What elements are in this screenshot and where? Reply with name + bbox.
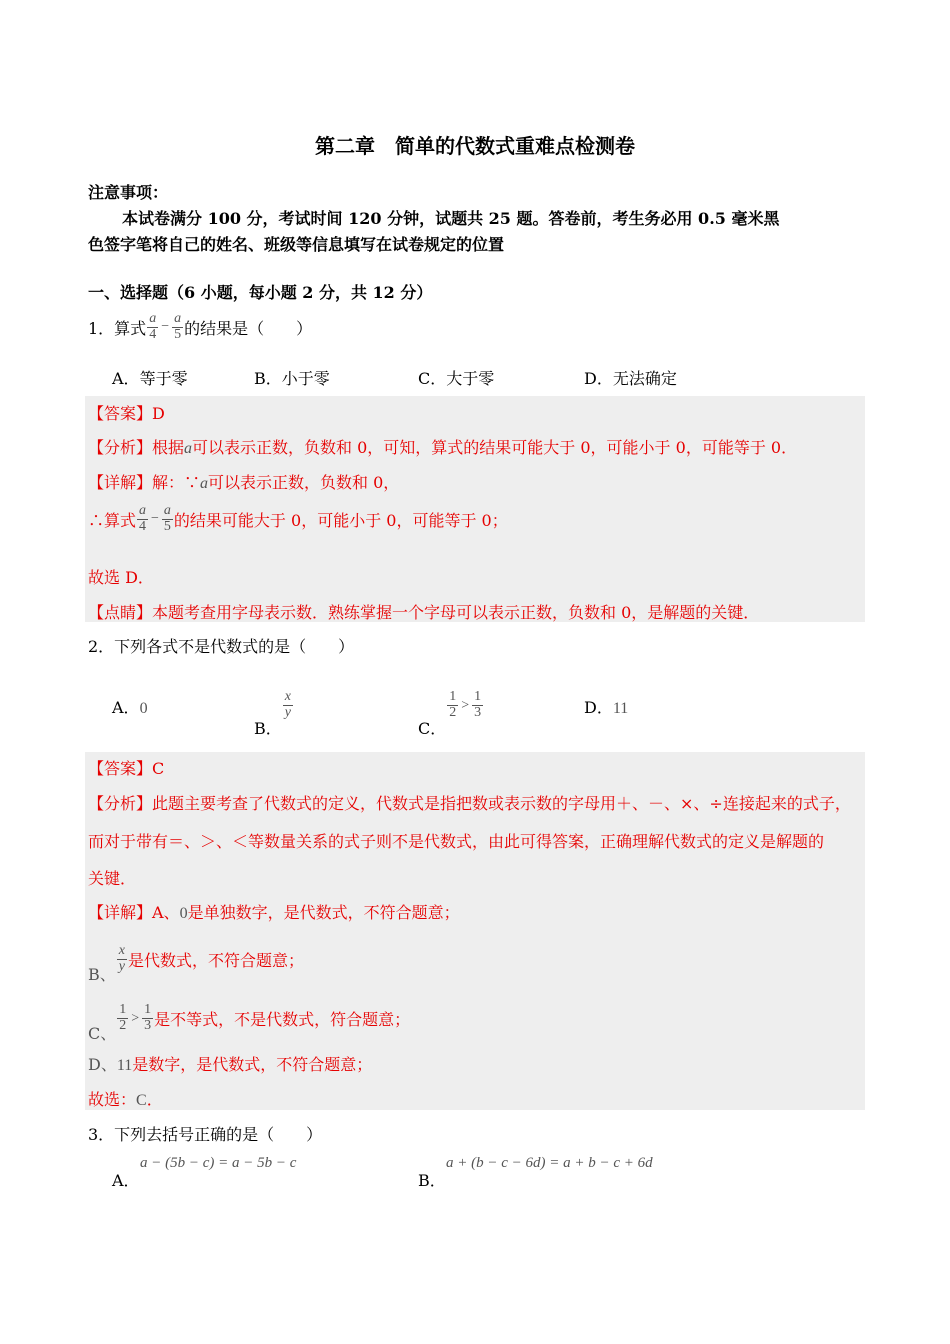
q2-answer: 【答案】C — [88, 759, 165, 778]
greater-than-sign: > — [131, 1010, 140, 1026]
fraction-a-over-4: $\frac{a}{4}$ — [149, 311, 157, 342]
q2-analysis-line-1: 【分析】此题主要考查了代数式的定义，代数式是指把数或表示数的字母用＋、－、×、÷连接起来的式子， — [88, 794, 851, 813]
page-title: 第二章 简单的代数式重难点检测卷 — [315, 134, 635, 158]
section-heading-choice: 一、选择题（6 小题，每小题 2 分，共 12 分） — [88, 283, 433, 302]
q1-analysis: 【分析】根据a可以表示正数，负数和 0，可知，算式的结果可能大于 0，可能小于 0，可能等于 0． — [88, 438, 798, 457]
q1-detail: 【详解】解：∵a可以表示正数，负数和 0， — [88, 473, 400, 492]
q2-option-c: C． $\frac{1}{2}$ > $\frac{1}{3}$ — [418, 689, 482, 738]
q2-option-a: A．0 — [112, 698, 148, 717]
minus-sign: − — [151, 511, 159, 527]
q1-option-a: A．等于零 — [112, 369, 188, 388]
q1-therefore: ∴算式 $\frac{a}{4}$ − $\frac{a}{5}$ 的结果可能大于 0，可能小于 0，可能等于 0； — [88, 503, 508, 534]
fraction-one-half: $\frac{1}{2}$ — [449, 689, 457, 720]
q1-answer: 【答案】D — [88, 404, 165, 423]
question-2-stem: 2．下列各式不是代数式的是（ ） — [88, 637, 355, 656]
question-1-stem — [88, 312, 312, 342]
q2-detail-a: 【详解】A、0是单独数字，是代数式，不符合题意； — [88, 903, 460, 922]
q1-option-d: D．无法确定 — [584, 369, 677, 388]
q3-option-a-label: A． — [112, 1171, 140, 1190]
minus-sign: − — [161, 319, 170, 335]
q2-analysis-line-3: 关键． — [88, 869, 137, 888]
q1-choose: 故选 D． — [88, 568, 154, 587]
fraction-a-over-4: $\frac{a}{4}$ — [139, 503, 147, 534]
q1-prefix: 1．算式 — [88, 318, 147, 338]
q3-option-b-expression: a + (b − c − 6d) = a + b − c + 6d — [446, 1155, 653, 1171]
greater-than-sign: > — [461, 697, 470, 713]
q2-option-d: D．11 — [584, 698, 629, 717]
question-3-stem: 3．下列去括号正确的是（ ） — [88, 1125, 323, 1144]
fraction-x-over-y: $\frac{x}{y}$ — [118, 943, 125, 974]
fraction-one-third: $\frac{1}{3}$ — [144, 1002, 152, 1033]
notice-heading: 注意事项： — [88, 183, 169, 202]
q2-option-b: B． $\frac{x}{y}$ — [254, 689, 291, 738]
notice-line-1: 本试卷满分 100 分，考试时间 120 分钟，试题共 25 题。答卷前，考生务必用 0.5 毫米黑 — [122, 209, 780, 228]
q1-suffix: 的结果是（ ） — [184, 318, 313, 338]
fraction-a-over-5: $\frac{a}{5}$ — [174, 311, 182, 342]
q1-option-b: B．小于零 — [254, 369, 330, 388]
notice-line-2: 色签字笔将自己的姓名、班级等信息填写在试卷规定的位置 — [88, 235, 505, 254]
q1-option-c: C．大于零 — [418, 369, 495, 388]
q3-option-a-expression: a − (5b − c) = a − 5b − c — [140, 1155, 297, 1171]
fraction-one-half: $\frac{1}{2}$ — [119, 1002, 127, 1033]
q2-choose: 故选：C． — [88, 1090, 163, 1109]
fraction-x-over-y: $\frac{x}{y}$ — [284, 689, 291, 720]
q2-detail-c: C、 $\frac{1}{2}$ > $\frac{1}{3}$ 是不等式，不是代数式，符合题意； — [88, 1002, 411, 1043]
q2-detail-d: D、11是数字，是代数式，不符合题意； — [88, 1055, 373, 1074]
q1-comment: 【点睛】本题考查用字母表示数．熟练掌握一个字母可以表示正数，负数和 0，是解题的关键． — [88, 603, 760, 622]
fraction-one-third: $\frac{1}{3}$ — [474, 689, 482, 720]
q3-option-b-label: B． — [418, 1171, 446, 1190]
fraction-a-over-5: $\frac{a}{5}$ — [163, 503, 171, 534]
q2-analysis-line-2: 而对于带有＝、＞、＜等数量关系的式子则不是代数式，由此可得答案，正确理解代数式的定义是解题的 — [88, 832, 825, 851]
q2-detail-b: B、 $\frac{x}{y}$ 是代数式，不符合题意； — [88, 943, 304, 984]
